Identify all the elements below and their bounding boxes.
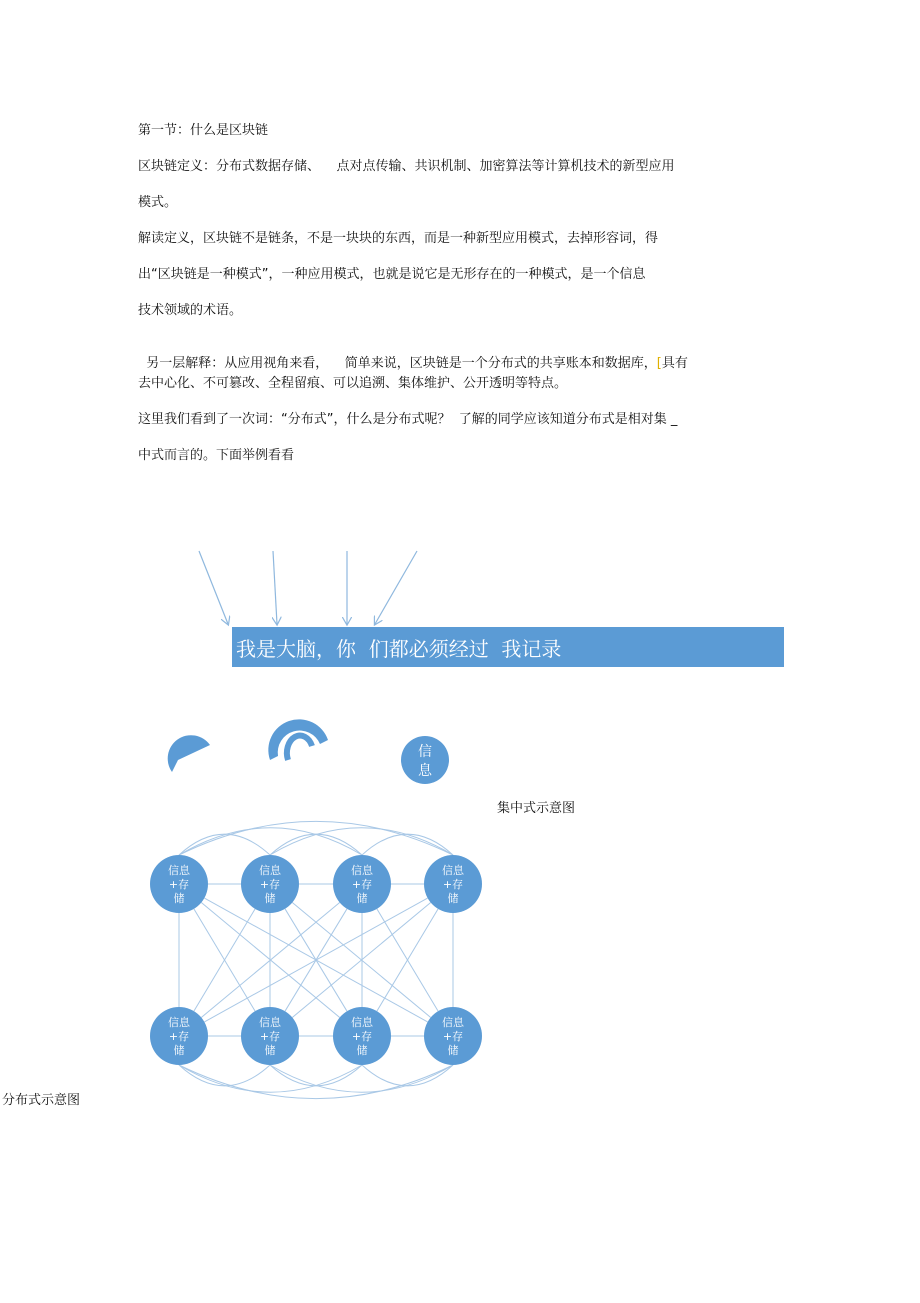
- network-node: [424, 1007, 482, 1065]
- network-node: [333, 1007, 391, 1065]
- distributed-line-2: 中式而言的。下面举例看看: [138, 448, 295, 463]
- network-node-label: 信息: [442, 1016, 464, 1029]
- network-arc: [270, 828, 453, 855]
- network-node: [150, 855, 208, 913]
- centralized-caption: 集中式示意图: [497, 801, 576, 816]
- network-node-label: 信息: [259, 864, 281, 877]
- network-arc: [270, 1065, 362, 1086]
- another-layer-text: 另一层解释：从应用视角来看， 简单来说，区块链是一个分布式的共享账本和数据库，: [146, 356, 657, 371]
- distributed-caption: 分布式示意图: [2, 1093, 81, 1108]
- network-arc: [179, 1065, 453, 1099]
- network-node-label: +存: [168, 1030, 190, 1043]
- network-node: [241, 1007, 299, 1065]
- network-node-label: 储: [173, 892, 185, 905]
- another-layer-text-end: 具有: [661, 356, 688, 371]
- network-node-label: 储: [356, 892, 368, 905]
- section-heading: 第一节：什么是区块链: [138, 123, 269, 138]
- network-node: [424, 855, 482, 913]
- network-node-label: 储: [264, 1044, 276, 1057]
- network-arc: [179, 834, 270, 855]
- interpretation-line-1: 解读定义，区块链不是链条，不是一块块的东西，而是一种新型应用模式，去掉形容词，得: [138, 231, 659, 246]
- network-arc: [179, 1065, 270, 1086]
- bracket-mark: [: [656, 356, 662, 371]
- network-node-label: 信息: [259, 1016, 281, 1029]
- network-node-label: 信息: [351, 864, 373, 877]
- interpretation-line-3: 技术领域的术语。: [138, 303, 243, 318]
- network-node-label: 储: [356, 1044, 368, 1057]
- definition-line-2: 模式。: [138, 195, 178, 210]
- network-arc: [179, 1065, 362, 1092]
- network-node-label: +存: [259, 878, 281, 891]
- network-node: [241, 855, 299, 913]
- distributed-line-1: 这里我们看到了一次词：“分布式”，什么是分布式呢？ 了解的同学应该知道分布式是相对集 _: [138, 412, 678, 427]
- network-node-label: 信息: [168, 1016, 190, 1029]
- network-node-label: 储: [447, 892, 459, 905]
- network-node-label: 储: [447, 1044, 459, 1057]
- network-arc: [362, 1065, 453, 1086]
- info-node-label-1: 信: [418, 744, 432, 760]
- network-node-label: +存: [442, 878, 464, 891]
- network-node-label: 信息: [442, 864, 464, 877]
- network-node-label: 储: [173, 1044, 185, 1057]
- info-node-label-2: 息: [418, 763, 432, 779]
- network-node-label: +存: [442, 1030, 464, 1043]
- definition-line-1: 区块链定义：分布式数据存储、 点对点传输、共识机制、加密算法等计算机技术的新型应用: [138, 159, 675, 174]
- network-node-label: +存: [351, 878, 373, 891]
- network-node-label: +存: [351, 1030, 373, 1043]
- network-arc: [179, 821, 453, 855]
- network-node-label: 信息: [168, 864, 190, 877]
- network-node-label: +存: [259, 1030, 281, 1043]
- network-arc: [270, 1065, 453, 1092]
- network-node: [150, 1007, 208, 1065]
- network-node-label: 储: [264, 892, 276, 905]
- interpretation-line-2: 出“区块链是一种模式”，一种应用模式，也就是说它是无形存在的一种模式，是一个信息: [138, 267, 646, 282]
- network-arc: [270, 834, 362, 855]
- another-layer-line-2: 去中心化、不可篡改、全程留痕、可以追溯、集体维护、公开透明等特点。: [138, 376, 568, 391]
- network-node-label: +存: [168, 878, 190, 891]
- network-node-label: 信息: [351, 1016, 373, 1029]
- brain-banner-text: 我是大脑，你 们都必须经过 我记录: [236, 637, 562, 661]
- network-node: [333, 855, 391, 913]
- network-arc: [179, 828, 362, 855]
- network-arc: [362, 834, 453, 855]
